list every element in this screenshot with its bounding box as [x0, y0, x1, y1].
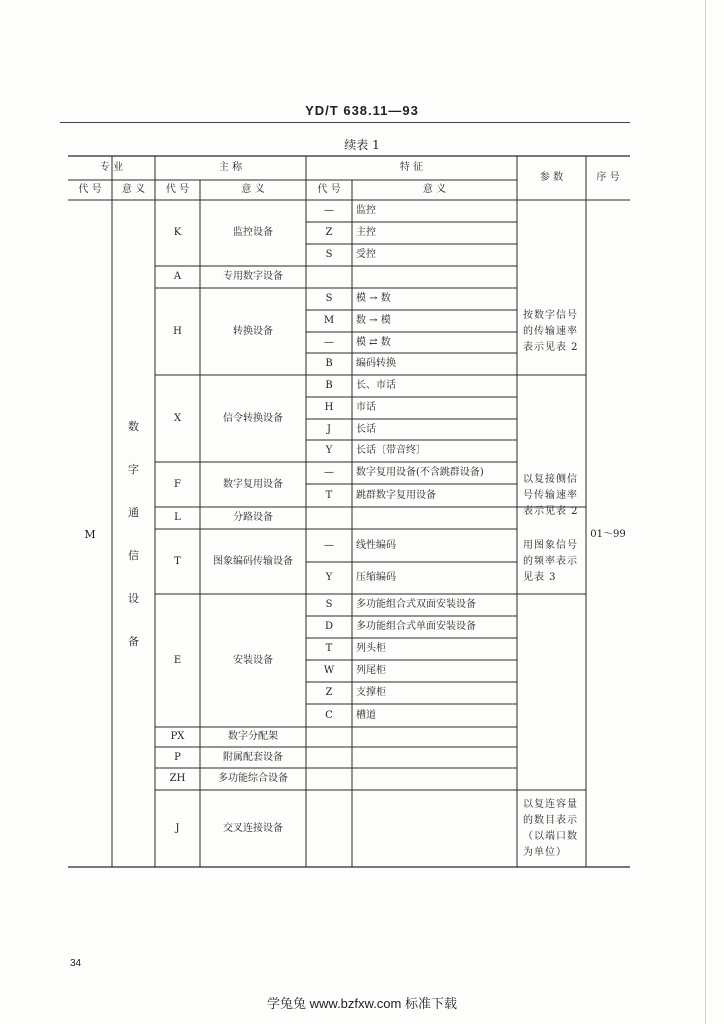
feature-meaning: 线性编码 — [356, 539, 396, 551]
feature-meaning: 长话〔带音终〕 — [356, 445, 426, 456]
subhead-meaning: 意 义 — [121, 184, 146, 195]
header-seq: 序 号 — [596, 172, 620, 183]
main-code: A — [173, 271, 182, 282]
feature-meaning: 模 → 数 — [356, 293, 391, 304]
subhead-code: 代 号 — [165, 184, 190, 195]
header-params: 参 数 — [539, 172, 564, 183]
feature-code: Z — [325, 687, 333, 698]
feature-code: T — [325, 643, 333, 654]
feature-code: B — [325, 380, 333, 391]
feature-meaning: 数 → 模 — [356, 315, 391, 326]
header-main-name: 主 称 — [218, 162, 243, 173]
main-name: 附属配套设备 — [223, 751, 283, 763]
feature-code: S — [325, 249, 333, 260]
main-name: 信令转换设备 — [223, 412, 283, 424]
footer-watermark: 学兔兔 www.bzfxw.com 标准下载 — [267, 996, 457, 1011]
main-name: 分路设备 — [233, 512, 273, 523]
specialty-code: M — [84, 528, 96, 542]
feature-meaning: 主控 — [356, 227, 376, 238]
main-name: 数字分配架 — [228, 731, 278, 742]
main-code: PX — [170, 731, 185, 742]
feature-meaning: 槽道 — [356, 709, 376, 721]
feature-code: S — [325, 599, 333, 610]
param-note: 按数字信号的传输速率表示见表 2 — [523, 309, 579, 353]
main-code: E — [173, 654, 182, 666]
main-name: 安装设备 — [233, 654, 273, 666]
feature-meaning: 列头柜 — [356, 643, 386, 654]
feature-meaning: 跳群数字复用设备 — [356, 489, 436, 501]
param-note: 以复连容量的数目表示（以端口数为单位） — [523, 798, 578, 858]
header-feature: 特 征 — [399, 162, 424, 173]
feature-code: H — [324, 402, 334, 413]
feature-code: W — [323, 665, 335, 676]
feature-code: M — [323, 315, 335, 326]
feature-code: Z — [325, 227, 333, 238]
main-name: 交叉连接设备 — [223, 822, 283, 834]
feature-code: — — [324, 336, 334, 348]
main-name: 转换设备 — [233, 325, 273, 337]
subhead-meaning: 意 义 — [422, 184, 447, 195]
main-name: 监控设备 — [233, 227, 273, 238]
specialty-meaning — [112, 418, 155, 676]
page-number: 34 — [70, 958, 82, 969]
subhead-code: 代 号 — [317, 184, 341, 195]
specialty-char: 信 — [128, 549, 139, 562]
specialty-char: 通 — [128, 506, 139, 519]
main-name: 专用数字设备 — [223, 271, 283, 282]
feature-code: — — [324, 467, 334, 478]
feature-code: B — [325, 358, 333, 369]
main-name: 多功能综合设备 — [218, 773, 288, 784]
feature-code: Y — [325, 445, 333, 456]
main-code: ZH — [169, 773, 186, 784]
header-specialty: 专 业 — [99, 162, 124, 173]
feature-code: — — [324, 205, 334, 216]
subhead-code: 代 号 — [78, 184, 102, 195]
feature-code: Y — [325, 572, 333, 583]
feature-code: S — [325, 293, 333, 304]
feature-code: C — [325, 709, 333, 721]
main-code: J — [175, 822, 180, 834]
main-code: H — [173, 325, 182, 337]
specialty-char: 备 — [128, 635, 139, 648]
feature-code: J — [326, 423, 331, 435]
main-name: 图象编码传输设备 — [213, 555, 293, 567]
feature-meaning: 受控 — [356, 249, 376, 260]
specialty-char: 字 — [128, 463, 139, 476]
table-caption: 续表 1 — [344, 138, 380, 152]
feature-meaning: 压缩编码 — [356, 572, 396, 583]
sequence-range: 01～99 — [590, 529, 626, 540]
feature-meaning: 长、市话 — [356, 380, 396, 391]
feature-meaning: 监控 — [356, 205, 376, 216]
feature-meaning: 编码转换 — [356, 358, 396, 369]
feature-meaning: 模 ⇄ 数 — [356, 336, 391, 348]
feature-code: — — [324, 539, 334, 551]
feature-code: T — [325, 489, 333, 501]
main-code: L — [174, 512, 181, 523]
feature-meaning: 数字复用设备(不含跳群设备) — [356, 467, 484, 478]
specialty-char: 设 — [128, 592, 139, 605]
feature-meaning: 多功能组合式单面安装设备 — [356, 621, 476, 632]
feature-meaning: 长话 — [356, 423, 376, 435]
feature-meaning: 市话 — [356, 402, 376, 413]
subhead-meaning: 意 义 — [241, 184, 265, 195]
specialty-char: 数 — [128, 420, 139, 433]
feature-meaning: 支撑柜 — [356, 687, 386, 698]
main-name: 数字复用设备 — [223, 478, 283, 490]
feature-code: D — [324, 621, 334, 632]
feature-meaning: 多功能组合式双面安装设备 — [356, 599, 476, 610]
param-note: 以复接侧信号传输速率表示见表 2 — [523, 473, 579, 517]
main-code: X — [173, 412, 182, 424]
param-note: 用图象信号的频率表示见表 3 — [523, 539, 578, 583]
main-code: K — [173, 227, 182, 238]
main-code: T — [174, 555, 181, 567]
document-code: YD/T 638.11—93 — [305, 103, 419, 118]
main-code: F — [174, 478, 181, 490]
main-code: P — [174, 751, 181, 763]
feature-meaning: 列尾柜 — [356, 665, 386, 676]
